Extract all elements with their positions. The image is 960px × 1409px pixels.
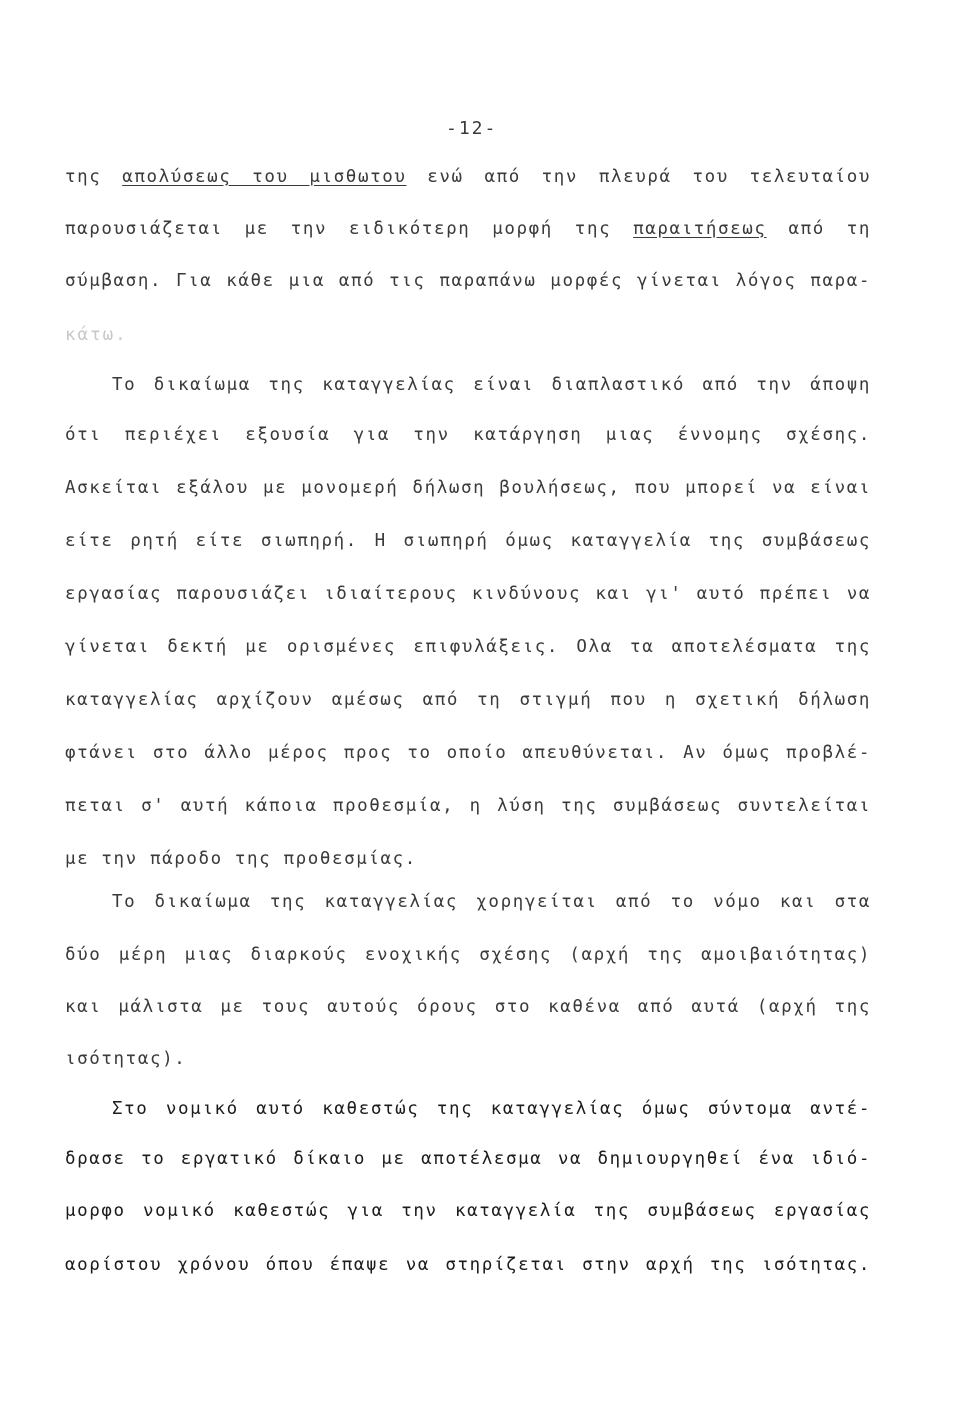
text-line: αορίστου χρόνου όπου έπαψε να στηρίζεται στην αρχή της ισότητας. (65, 1255, 871, 1275)
text-line: γίνεται δεκτή με ορισμένες επιφυλάξεις. Ολα τα αποτελέσματα της (65, 637, 871, 657)
text-line (65, 214, 871, 244)
text-line: δύο μέρη μιας διαρκούς ενοχικής σχέσης (αρχή της αμοιβαιότητας) (65, 945, 871, 965)
text-line (65, 162, 871, 192)
text-line: καταγγελίας αρχίζουν αμέσως από τη στιγμή που η σχετική δήλωση (65, 690, 871, 710)
text-line: μορφο νομικό καθεστώς για την καταγγελία της συμβάσεως εργασίας (65, 1201, 871, 1221)
text-line: είτε ρητή είτε σιωπηρή. Η σιωπηρή όμως καταγγελία της συμβάσεως (65, 531, 871, 551)
text-line: πεται σ' αυτή κάποια προθεσμία, η λύση της συμβάσεως συντελείται (65, 796, 871, 816)
paragraph-first-line: Το δικαίωμα της καταγγελίας είναι διαπλαστικό από την άποψη (112, 375, 871, 395)
text-span: παρουσιάζεται με την ειδικότερη μορφή της (65, 219, 634, 239)
text-line: εργασίας παρουσιάζει ιδιαίτερους κινδύνους και γι' αυτό πρέπει να (65, 584, 871, 604)
text-line: ισότητας). (65, 1049, 187, 1069)
text-line-faded: κάτω. (65, 325, 128, 345)
paragraph-first-line: Το δικαίωμα της καταγγελίας χορηγείται από το νόμο και στα (112, 892, 871, 912)
text-line: ότι περιέχει εξουσία για την κατάργηση μιας έννομης σχέσης. (65, 425, 871, 445)
text-line: σύμβαση. Για κάθε μια από τις παραπάνω μορφές γίνεται λόγος παρα- (65, 271, 871, 291)
underlined-phrase: παραιτήσεως (633, 219, 767, 239)
underlined-phrase: απολύσεως του μισθωτου (122, 167, 407, 187)
text-line: φτάνει στο άλλο μέρος προς το οποίο απευθύνεται. Αν όμως προβλέ- (65, 743, 871, 763)
page-number: -12- (446, 118, 498, 139)
text-line: και μάλιστα με τους αυτούς όρους στο καθένα από αυτά (αρχή της (65, 997, 871, 1017)
text-span: από τη (766, 219, 871, 239)
text-line: με την πάροδο της προθεσμίας. (65, 849, 417, 869)
text-line: δρασε το εργατικό δίκαιο με αποτέλεσμα να δημιουργηθεί ένα ιδιό- (65, 1149, 871, 1169)
text-line: Ασκείται εξάλου με μονομερή δήλωση βουλήσεως, που μπορεί να είναι (65, 478, 871, 498)
paragraph-first-line: Στο νομικό αυτό καθεστώς της καταγγελίας όμως σύντομα αντέ- (112, 1099, 871, 1119)
text-span: της (65, 167, 123, 187)
text-span: ενώ από την πλευρά του τελευταίου (406, 167, 872, 187)
